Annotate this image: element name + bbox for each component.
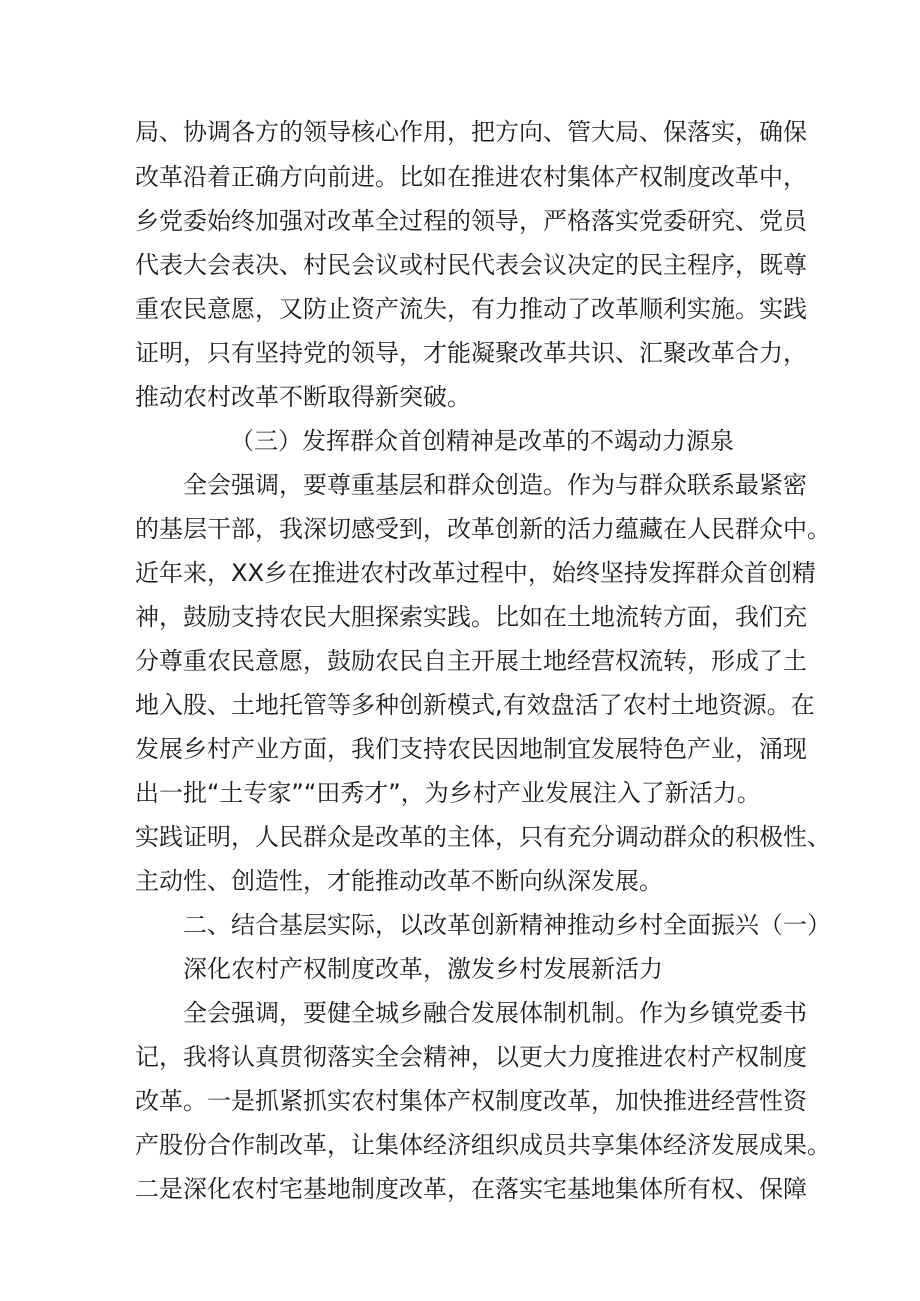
body-text-line: 分尊重农民意愿，鼓励农民自主开展土地经营权流转，形成了土: [135, 647, 807, 675]
body-text-line: 地入股、土地托管等多种创新模式,有效盘活了农村土地资源。在: [135, 691, 815, 719]
body-text-line: 改革沿着正确方向前进。比如在推进农村集体产权制度改革中，: [135, 163, 807, 191]
body-text-line: 出一批“土专家”“田秀才”，为乡村产业发展注入了新活力。: [135, 779, 761, 807]
body-text-line: 局、协调各方的领导核心作用，把方向、管大局、保落实，确保: [135, 118, 807, 146]
body-text-line: 代表大会表决、村民会议或村民代表会议决定的民主程序，既尊: [135, 251, 807, 279]
paragraph-first-line: 全会强调，要健全城乡融合发展体制机制。作为乡镇党委书: [183, 999, 807, 1027]
paragraph-first-line: 全会强调，要尊重基层和群众创造。作为与群众联系最紧密: [183, 471, 807, 499]
body-text-line: 改革。一是抓紧抓实农村集体产权制度改革，加快推进经营性资: [135, 1087, 807, 1115]
body-text-line: 记，我将认真贯彻落实全会精神，以更大力度推进农村产权制度: [135, 1043, 807, 1071]
body-text-line: 发展乡村产业方面，我们支持农民因地制宜发展特色产业，涌现: [135, 735, 807, 763]
body-text-line: 实践证明，人民群众是改革的主体，只有充分调动群众的积极性、: [135, 823, 831, 851]
body-text-line: 证明，只有坚持党的领导，才能凝聚改革共识、汇聚改革合力，: [135, 339, 807, 367]
body-text-line: 二是深化农村宅基地制度改革，在落实宅基地集体所有权、保障: [135, 1175, 807, 1203]
body-text-line: 的基层干部，我深切感受到，改革创新的活力蕴藏在人民群众中。: [135, 515, 831, 543]
body-text-line: 乡党委始终加强对改革全过程的领导，严格落实党委研究、党员: [135, 207, 807, 235]
body-text-line: 产股份合作制改革，让集体经济组织成员共享集体经济发展成果。: [135, 1131, 831, 1159]
section-heading: 深化农村产权制度改革，激发乡村发展新活力: [183, 955, 663, 983]
section-heading: 二、结合基层实际，以改革创新精神推动乡村全面振兴（一）: [183, 911, 831, 939]
body-text-line: 主动性、创造性，才能推动改革不断向纵深发展。: [135, 867, 663, 895]
body-text-line: 推动农村改革不断取得新突破。: [135, 383, 471, 411]
body-text-line: 重农民意愿，又防止资产流失，有力推动了改革顺利实施。实践: [135, 295, 807, 323]
body-text-line: 近年来，XX乡在推进农村改革过程中，始终坚持发挥群众首创精: [135, 559, 816, 587]
section-heading: （三）发挥群众首创精神是改革的不竭动力源泉: [230, 427, 734, 455]
body-text-line: 神，鼓励支持农民大胆探索实践。比如在土地流转方面，我们充: [135, 603, 807, 631]
